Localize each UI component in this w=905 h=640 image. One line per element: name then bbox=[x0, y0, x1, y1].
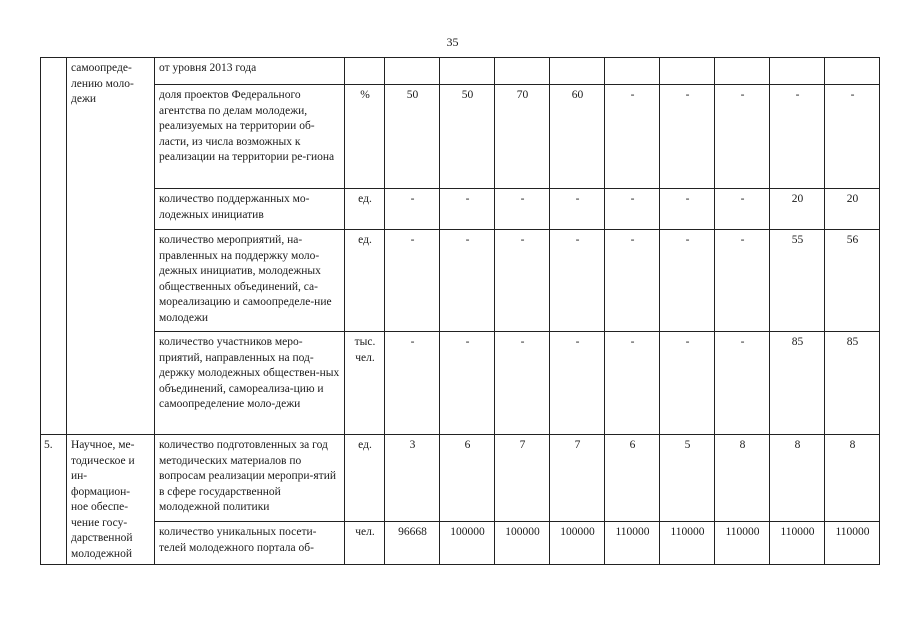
value-cell bbox=[550, 58, 605, 85]
value-cell: - bbox=[495, 332, 550, 435]
unit-cell: ед. bbox=[345, 230, 385, 332]
value-cell: 7 bbox=[495, 435, 550, 522]
section-name bbox=[67, 58, 155, 435]
value-cell: 50 bbox=[385, 85, 440, 189]
table-row bbox=[41, 230, 880, 332]
value-cell: - bbox=[385, 189, 440, 230]
value-cell bbox=[495, 58, 550, 85]
unit-cell bbox=[345, 58, 385, 85]
value-cell: - bbox=[440, 189, 495, 230]
value-cell bbox=[825, 58, 880, 85]
value-cell: 3 bbox=[385, 435, 440, 522]
value-cell: - bbox=[385, 332, 440, 435]
value-cell: 60 bbox=[550, 85, 605, 189]
unit-text: тыс. чел. bbox=[354, 336, 376, 364]
value-cell: 85 bbox=[770, 332, 825, 435]
value-cell: 50 bbox=[440, 85, 495, 189]
value-cell: - bbox=[825, 85, 880, 189]
indicator-cell: количество поддержанных мо-лодежных инициатив bbox=[155, 189, 345, 230]
value-cell: - bbox=[550, 230, 605, 332]
indicator-cell: доля проектов Федерального агентства по делам молодежи, реализуемых на территории об-ласти, из числа возможных к реализации на территории ре-гиона bbox=[155, 85, 345, 189]
value-cell: - bbox=[770, 85, 825, 189]
value-cell: - bbox=[660, 332, 715, 435]
page-number: 35 bbox=[446, 35, 459, 49]
value-cell: 100000 bbox=[440, 522, 495, 565]
value-cell: - bbox=[660, 85, 715, 189]
value-cell: - bbox=[715, 332, 770, 435]
value-cell: - bbox=[495, 189, 550, 230]
value-cell: 110000 bbox=[660, 522, 715, 565]
value-cell: - bbox=[660, 189, 715, 230]
value-cell: 110000 bbox=[715, 522, 770, 565]
section-name bbox=[67, 435, 155, 565]
value-cell: 70 bbox=[495, 85, 550, 189]
unit-cell: чел. bbox=[345, 522, 385, 565]
value-cell: - bbox=[605, 189, 660, 230]
value-cell: - bbox=[715, 230, 770, 332]
value-cell: 55 bbox=[770, 230, 825, 332]
value-cell bbox=[385, 58, 440, 85]
value-cell: 110000 bbox=[770, 522, 825, 565]
value-cell: - bbox=[550, 189, 605, 230]
value-cell bbox=[660, 58, 715, 85]
value-cell: 110000 bbox=[605, 522, 660, 565]
indicator-cell: количество мероприятий, на-правленных на поддержку моло-дежных инициатив, молодежных общественных объединений, са-мореализацию и самоопределе-ние молодежи bbox=[155, 230, 345, 332]
value-cell: - bbox=[605, 85, 660, 189]
section-name-text: самоопреде- лению моло- дежи bbox=[71, 62, 134, 105]
value-cell: 85 bbox=[825, 332, 880, 435]
table-row bbox=[41, 435, 880, 522]
value-cell bbox=[715, 58, 770, 85]
value-cell: 8 bbox=[825, 435, 880, 522]
row-number-cell: 5. bbox=[41, 435, 67, 565]
value-cell: 56 bbox=[825, 230, 880, 332]
value-cell: 20 bbox=[770, 189, 825, 230]
value-cell: - bbox=[495, 230, 550, 332]
value-cell: 20 bbox=[825, 189, 880, 230]
value-cell: - bbox=[440, 332, 495, 435]
row-number-cell bbox=[41, 58, 67, 435]
value-cell: 6 bbox=[605, 435, 660, 522]
table-row bbox=[41, 332, 880, 435]
indicator-cell: количество участников меро-приятий, направленных на под-держку молодежных обществен-ных объединений, самореализа-цию и самоопределение моло-дежи bbox=[155, 332, 345, 435]
table-row bbox=[41, 522, 880, 565]
section-name-text: Научное, ме- тодическое и ин- формацион- ное обеспе- чение госу- дарственной молодежной bbox=[71, 439, 135, 560]
value-cell: - bbox=[715, 189, 770, 230]
value-cell: - bbox=[385, 230, 440, 332]
value-cell bbox=[605, 58, 660, 85]
value-cell: 96668 bbox=[385, 522, 440, 565]
unit-cell: ед. bbox=[345, 189, 385, 230]
value-cell: 8 bbox=[715, 435, 770, 522]
indicators-table bbox=[40, 57, 880, 565]
table-row bbox=[41, 189, 880, 230]
value-cell: 110000 bbox=[825, 522, 880, 565]
value-cell: - bbox=[440, 230, 495, 332]
value-cell: - bbox=[550, 332, 605, 435]
value-cell: 7 bbox=[550, 435, 605, 522]
value-cell bbox=[440, 58, 495, 85]
table-row bbox=[41, 85, 880, 189]
value-cell: - bbox=[605, 230, 660, 332]
unit-cell: ед. bbox=[345, 435, 385, 522]
value-cell bbox=[770, 58, 825, 85]
value-cell: - bbox=[715, 85, 770, 189]
value-cell: - bbox=[605, 332, 660, 435]
unit-cell bbox=[345, 332, 385, 435]
indicator-cell: количество подготовленных за год методических материалов по вопросам реализации меропри-ятий в сфере государственной молодежной политики bbox=[155, 435, 345, 522]
value-cell: - bbox=[660, 230, 715, 332]
unit-cell: % bbox=[345, 85, 385, 189]
value-cell: 6 bbox=[440, 435, 495, 522]
indicator-cell: количество уникальных посети-телей молодежного портала об- bbox=[155, 522, 345, 565]
value-cell: 100000 bbox=[550, 522, 605, 565]
table-row bbox=[41, 58, 880, 85]
value-cell: 100000 bbox=[495, 522, 550, 565]
value-cell: 8 bbox=[770, 435, 825, 522]
indicator-cell: от уровня 2013 года bbox=[155, 58, 345, 85]
value-cell: 5 bbox=[660, 435, 715, 522]
